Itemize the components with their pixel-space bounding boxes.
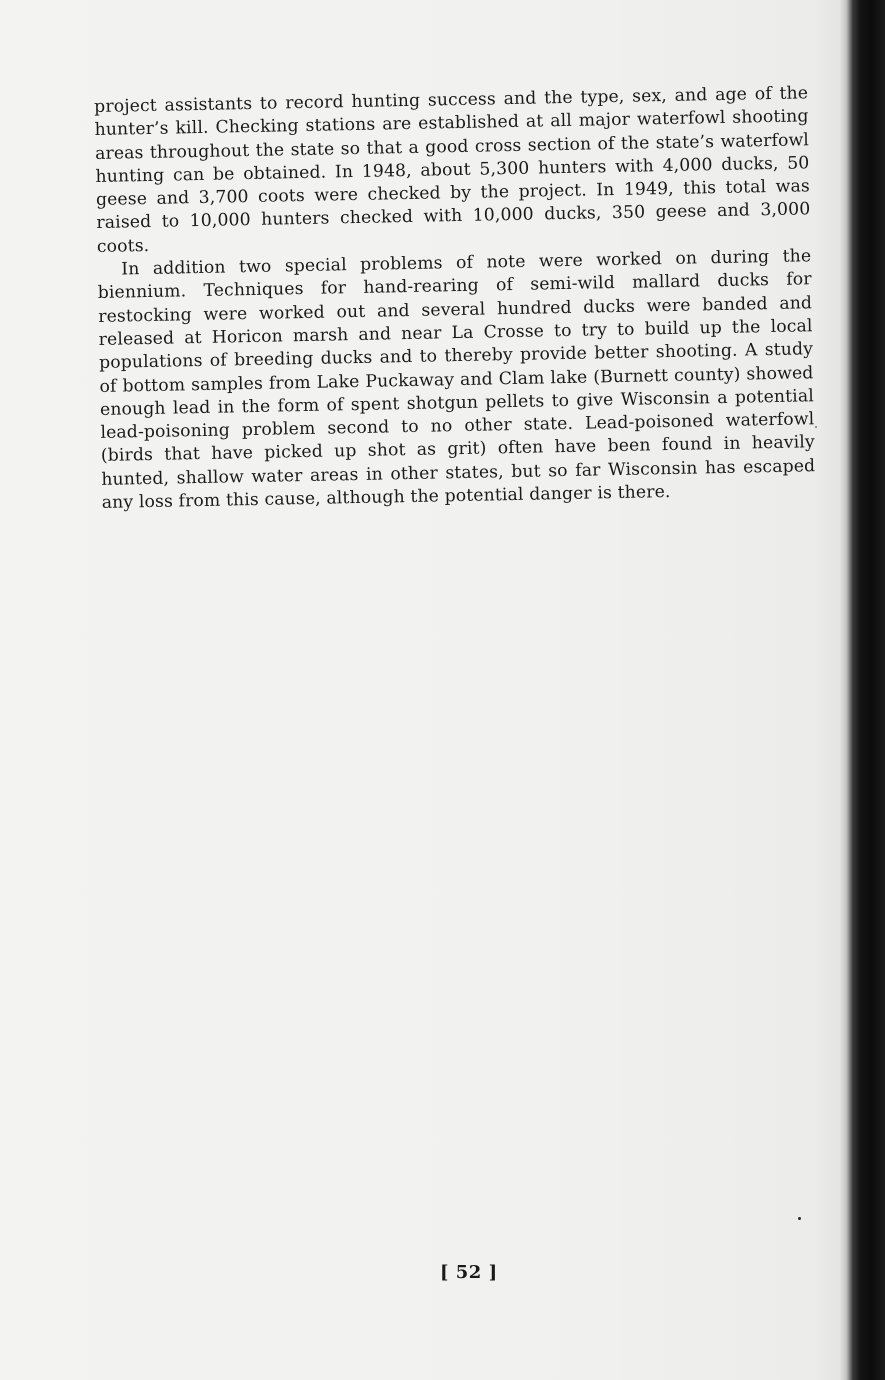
- body-text: [94, 82, 816, 515]
- scan-speck: [815, 426, 817, 428]
- paragraph-hunter-checking: project assistants to record hunting success and the type, sex, and age of the hunter’s kill. Checking stations are established at all major waterfowl shooting areas throughout the state so that a good cross section of the state’s waterfowl hunting can be obtained. In 1948, about 5,300 hunters with 4,000 ducks, 50 geese and 3,700 coots were checked by the project. In 1949, this total was raised to 10,000 hunters checked with 10,000 ducks, 350 geese and 3,000 coots.: [94, 83, 811, 257]
- page-number: [ 52 ]: [440, 1262, 498, 1283]
- scan-speck: [798, 1217, 801, 1220]
- book-binding-edge: [839, 0, 885, 1380]
- paragraph-special-problems: In addition two special problems of note were worked on during the biennium. Techniques for hand-rearing of semi-wild mallard ducks for restocking were worked out and several hundred ducks were banded and released at Horicon marsh and near La Crosse to try to build up the local populations of breeding ducks and to thereby provide better shooting. A study of bottom samples from Lake Puckaway and Clam lake (Burnett county) showed enough lead in the form of spent shotgun pellets to give Wisconsin a potential lead-poisoning problem second to no other state. Lead-poisoned waterfowl (birds that have picked up shot as grit) often have been found in heavily hunted, shallow water areas in other states, but so far Wisconsin has escaped any loss from this cause, although the potential danger is there.: [97, 246, 816, 513]
